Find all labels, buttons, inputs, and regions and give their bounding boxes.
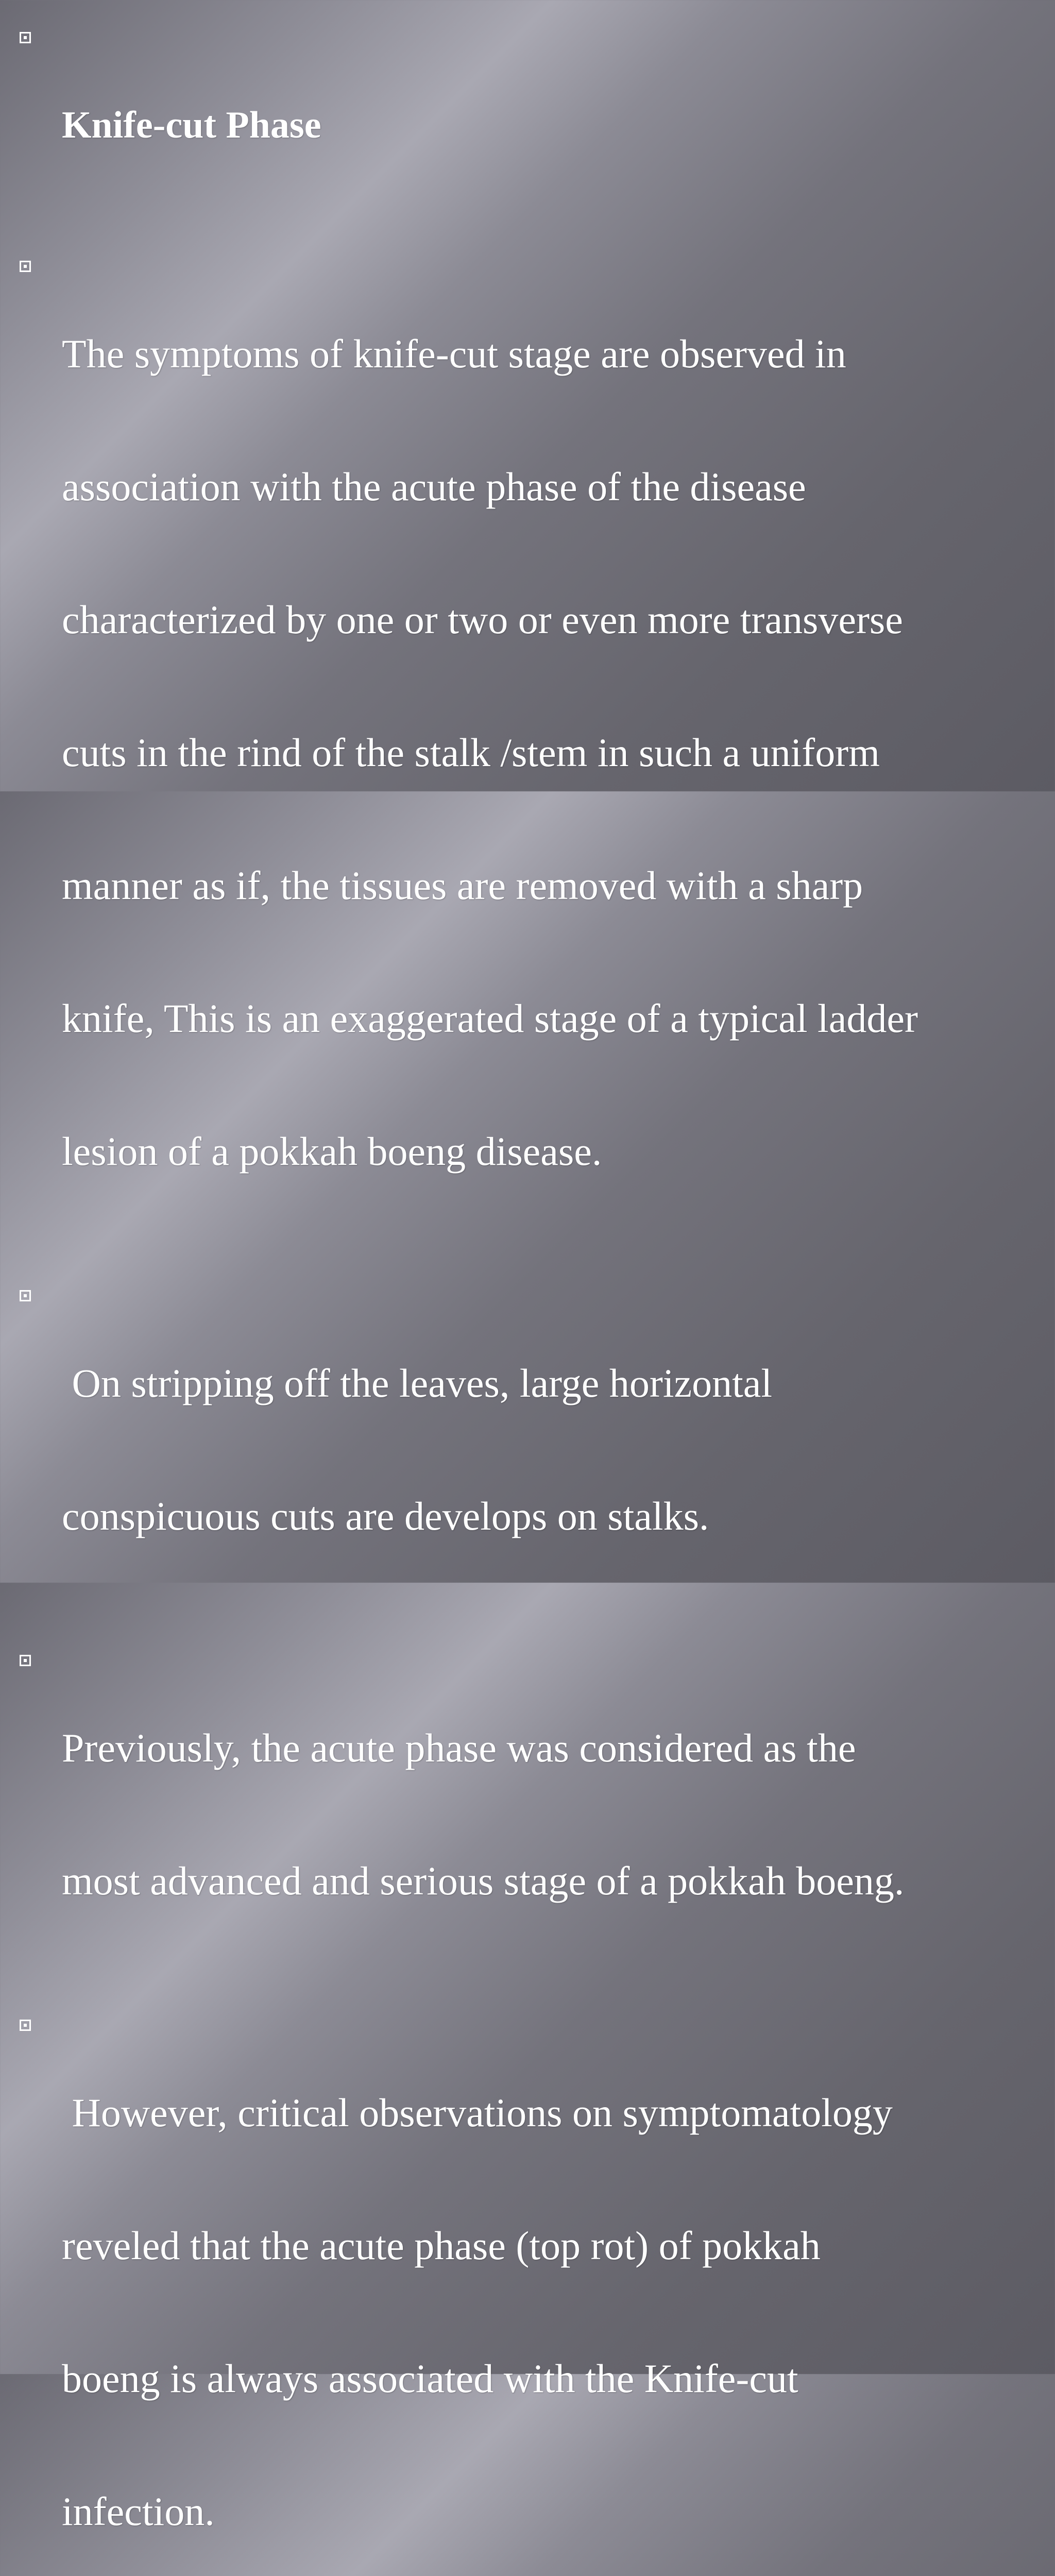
text-line: reveled that the acute phase (top rot) of pokkah <box>62 2223 821 2268</box>
bullet-item-description <box>0 243 1055 1262</box>
square-bullet-icon <box>20 261 31 272</box>
text-line: On stripping off the leaves, large horizontal <box>62 1361 773 1405</box>
text-line: cuts in the rind of the stalk /stem in such a uniform <box>62 730 880 775</box>
text-line: Knife-cut Phase <box>62 104 321 146</box>
bullet-item-heading <box>0 14 1055 236</box>
text-line: infection. <box>62 2489 215 2534</box>
bullet-item-however <box>0 2002 1055 2576</box>
bullet-text <box>62 60 1034 235</box>
text-line: manner as if, the tissues are removed with a sharp <box>62 863 863 908</box>
square-bullet-icon <box>20 1655 31 1666</box>
bullet-item-stripping <box>0 1273 1055 1627</box>
text-line: Previously, the acute phase was considered as the <box>62 1725 856 1770</box>
text-line: association with the acute phase of the disease <box>62 464 806 509</box>
text-line: However, critical observations on symptomatology <box>62 2090 893 2135</box>
bullet-text <box>62 2046 1034 2576</box>
square-bullet-icon <box>20 2020 31 2031</box>
square-bullet-icon <box>20 1290 31 1301</box>
text-line: boeng is always associated with the Knife-cut <box>62 2356 798 2401</box>
bullet-list <box>0 14 1055 2576</box>
bullet-text <box>62 1316 1034 1627</box>
bullet-text <box>62 1681 1034 1992</box>
text-line: lesion of a pokkah boeng disease. <box>62 1129 602 1174</box>
text-line: characterized by one or two or even more transverse <box>62 597 903 642</box>
bullet-text <box>62 287 1034 1262</box>
text-line: The symptoms of knife-cut stage are observed in <box>62 331 846 376</box>
text-line: most advanced and serious stage of a pokkah boeng. <box>62 1858 905 1903</box>
square-bullet-icon <box>20 32 31 43</box>
text-line: knife, This is an exaggerated stage of a typical ladder <box>62 996 918 1041</box>
text-line: conspicuous cuts are develops on stalks. <box>62 1494 709 1538</box>
bullet-item-previously <box>0 1637 1055 1992</box>
